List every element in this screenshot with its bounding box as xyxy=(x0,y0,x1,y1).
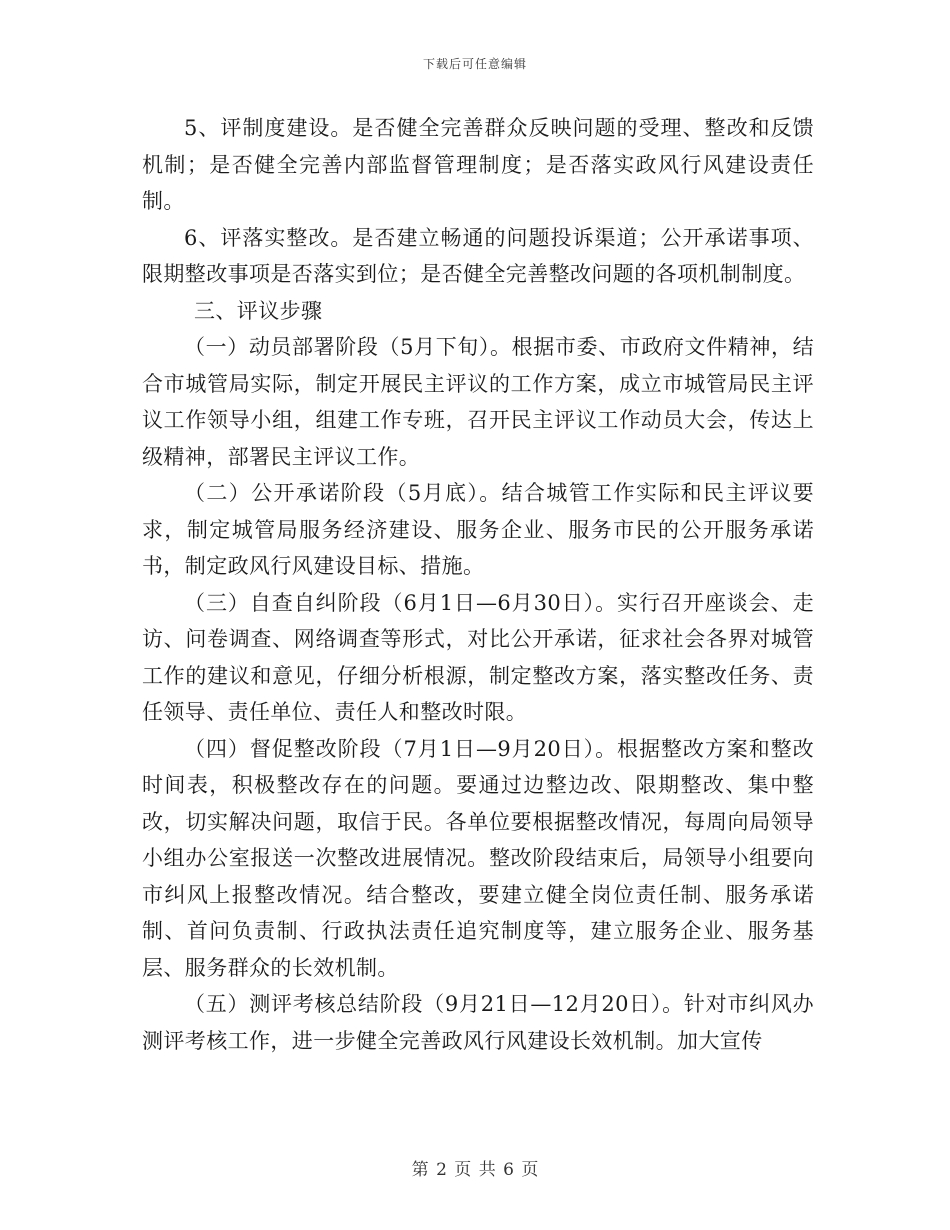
page-number-footer: 第 2 页 共 6 页 xyxy=(411,1160,539,1180)
paragraph-stage-3: （三）自查自纠阶段（6月1日—6月30日）。实行召开座谈会、走访、问卷调查、网络调查等形式，对比公开承诺，征求社会各界对城管工作的建议和意见，仔细分析根源，制定整改方案，落实整改任务、责任领导、责任单位、责任人和整改时限。 xyxy=(142,590,814,724)
paragraph-stage-5: （五）测评考核总结阶段（9月21日—12月20日）。针对市纠风办测评考核工作，进一步健全完善政风行风建设长效机制。加大宣传 xyxy=(142,992,814,1053)
paragraph-stage-2: （二）公开承诺阶段（5月底）。结合城管工作实际和民主评议要求，制定城管局服务经济建设、服务企业、服务市民的公开服务承诺书，制定政风行风建设目标、措施。 xyxy=(142,481,814,578)
paragraph-system-construction: 5、评制度建设。是否健全完善群众反映问题的受理、整改和反馈机制；是否健全完善内部监督管理制度；是否落实政风行风建设责任制。 xyxy=(142,116,814,213)
paragraph-stage-1: （一）动员部署阶段（5月下旬）。根据市委、市政府文件精神，结合市城管局实际，制定开展民主评议的工作方案，成立市城管局民主评议工作领导小组，组建工作专班，召开民主评议工作动员大会，传达上级精神，部署民主评议工作。 xyxy=(142,335,814,469)
document-body xyxy=(142,110,814,1059)
page-header: 下载后可任意编辑 xyxy=(422,57,527,71)
section-heading-steps: 三、评议步骤 xyxy=(194,298,323,323)
paragraph-stage-4: （四）督促整改阶段（7月1日—9月20日）。根据整改方案和整改时间表，积极整改存在的问题。要通过边整边改、限期整改、集中整改，切实解决问题，取信于民。各单位要根据整改情况，每周向局领导小组办公室报送一次整改进展情况。整改阶段结束后，局领导小组要向市纠风上报整改情况。结合整改，要建立健全岗位责任制、服务承诺制、首问负责制、行政执法责任追究制度等，建立服务企业、服务基层、服务群众的长效机制。 xyxy=(142,736,814,980)
paragraph-rectification: 6、评落实整改。是否建立畅通的问题投诉渠道；公开承诺事项、限期整改事项是否落实到位；是否健全完善整改问题的各项机制制度。 xyxy=(142,225,814,286)
